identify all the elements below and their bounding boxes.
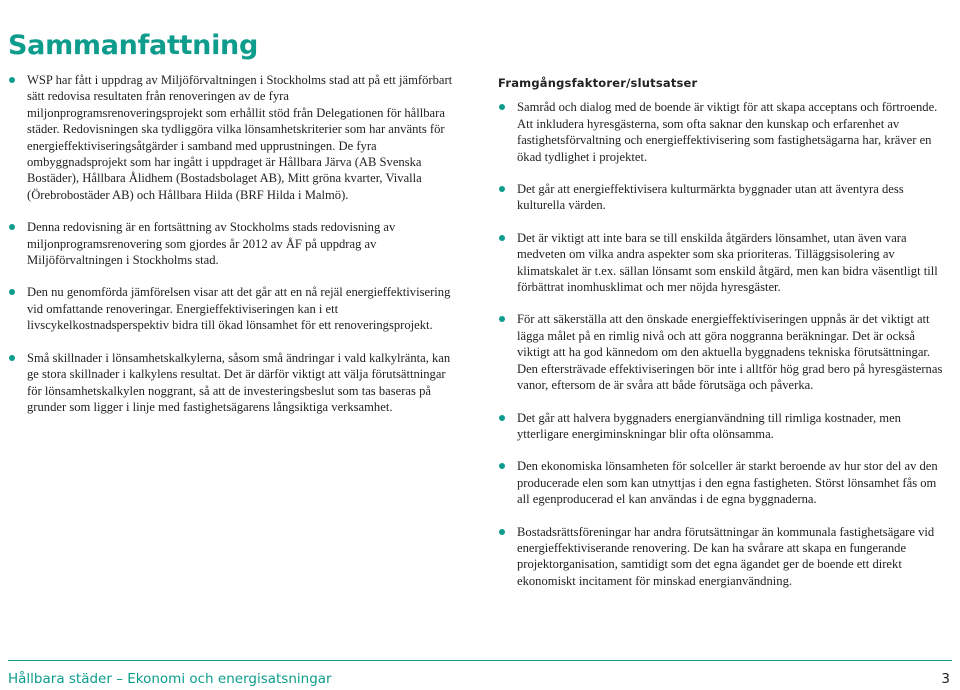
bullet-icon — [9, 355, 15, 361]
list-item-text: För att säkerställa att den önskade energieffektiviseringen uppnås är det viktigt att lägga målet på en rimlig nivå och att göra noggranna beräkningar. Det är också viktigt att ha god kännedom om den aktuella byggnadens tekniska förutsättningar. Den eftersträvade effektiviseringen bör inte i alltför hög grad bero på hyresgästernas vanor, eftersom de är svåra att både förutsäga och påverka. — [517, 312, 943, 393]
bullet-icon — [499, 235, 505, 241]
list-item — [8, 219, 458, 268]
bullet-icon — [499, 463, 505, 469]
bullet-icon — [499, 529, 505, 535]
list-item — [498, 410, 950, 443]
section-heading: Framgångsfaktorer/slutsatser — [498, 76, 698, 90]
bullet-icon — [499, 186, 505, 192]
list-item-text: Den nu genomförda jämförelsen visar att det går att en nå rejäl energieffektivisering vid omfattande renoveringar. Energieffektiviseringen kan i ett livscykelkostnadsperspektiv bidra till ökad lönsamhet för ett renoveringsprojekt. — [27, 285, 451, 333]
summary-list — [8, 72, 458, 415]
list-item — [8, 350, 458, 416]
list-item — [498, 524, 950, 590]
list-item-text: Den ekonomiska lönsamheten för solceller är starkt beroende av hur stor del av den producerade elen som kan utnyttjas i den egna fastigheten. Störst lönsamhet fås om all egenproducerad el kan användas i de egna byggnaderna. — [517, 459, 938, 507]
list-item — [8, 72, 458, 203]
list-item — [498, 181, 950, 214]
bullet-icon — [499, 104, 505, 110]
conclusions-column — [498, 75, 950, 605]
summary-column — [8, 72, 458, 431]
bullet-icon — [499, 316, 505, 322]
footer-divider — [8, 660, 952, 661]
list-item-text: Samråd och dialog med de boende är viktigt för att skapa acceptans och förtroende. Att inkludera hyresgästerna, som ofta saknar den kunskap och erfarenhet av fastighetsförvaltning och energieffektivisering som fastighetsägarna har, kräver en ökad tydlighet i projektet. — [517, 100, 938, 164]
conclusions-list — [498, 99, 950, 589]
page-title: Sammanfattning — [8, 30, 258, 61]
bullet-icon — [9, 289, 15, 295]
bullet-icon — [9, 77, 15, 83]
list-item-text: Denna redovisning är en fortsättning av Stockholms stads redovisning av miljonprogramsrenovering som gjordes år 2012 av ÅF på uppdrag av Miljöförvaltningen i Stockholms stad. — [27, 220, 396, 268]
list-item — [498, 99, 950, 165]
list-item-text: Det går att halvera byggnaders energianvändning till rimliga kostnader, men ytterligare energiminskningar blir ofta olönsamma. — [517, 410, 901, 441]
page-number: 3 — [941, 671, 950, 687]
list-item — [498, 458, 950, 507]
bullet-icon — [9, 224, 15, 230]
list-item-text: WSP har fått i uppdrag av Miljöförvaltningen i Stockholms stad att på ett jämförbart sätt redovisa resultaten från renoveringen av de fyra miljonprogramsrenoveringsprojekt som erhållit stöd från Delegationen för hållbara städer. Redovisningen ska tydliggöra vilka lönsamhetskriterier som har använts för energieffektiviseringsåtgärder i samband med upprustningen. De fyra ombyggnadsprojekt som har ingått i uppdraget är Hållbara Järva (AB Svenska Bostäder), Hållbara Ålidhem (Bostadsbolaget AB), Mitt gröna kvarter, Vivalla (Örebrobostäder AB) och Hållbara Hilda (BRF Hilda i Malmö). — [27, 73, 453, 202]
list-item-text: Det är viktigt att inte bara se till enskilda åtgärders lönsamhet, utan även vara medveten om vilka andra aspekter som ska prioriteras. Tilläggsisolering av klimatskalet är t.ex. sällan lönsamt som enskild åtgärd, men kan bidra väsentligt till förbättrat inomhusklimat och mer nöjda hyresgäster. — [517, 230, 938, 295]
list-item-text: Det går att energieffektivisera kulturmärkta byggnader utan att äventyra dess kulturella värden. — [517, 182, 904, 213]
list-item — [498, 230, 950, 296]
list-item — [8, 284, 458, 333]
list-item-text: Små skillnader i lönsamhetskalkylerna, såsom små ändringar i vald kalkylränta, kan ge stora skillnader i kalkylens resultat. Det är därför viktigt att välja förutsättningar för lönsamhetskalkylen noggrant, så att de investeringsbeslut som tas baseras på grunder som ligger i linje med fastighetsägarens långsiktiga verksamhet. — [27, 350, 451, 414]
footer-title: Hållbara städer – Ekonomi och energisatsningar — [8, 671, 332, 687]
list-item — [498, 311, 950, 393]
list-item-text: Bostadsrättsföreningar har andra förutsättningar än kommunala fastighetsägare vid energieffektiviserande renovering. De kan ha svårare att skapa en fungerande projektorganisation, samtidigt som det egna ägandet ger de boende ett direkt ekonomiskt incitament för minskad energianvändning. — [517, 524, 935, 588]
bullet-icon — [499, 415, 505, 421]
